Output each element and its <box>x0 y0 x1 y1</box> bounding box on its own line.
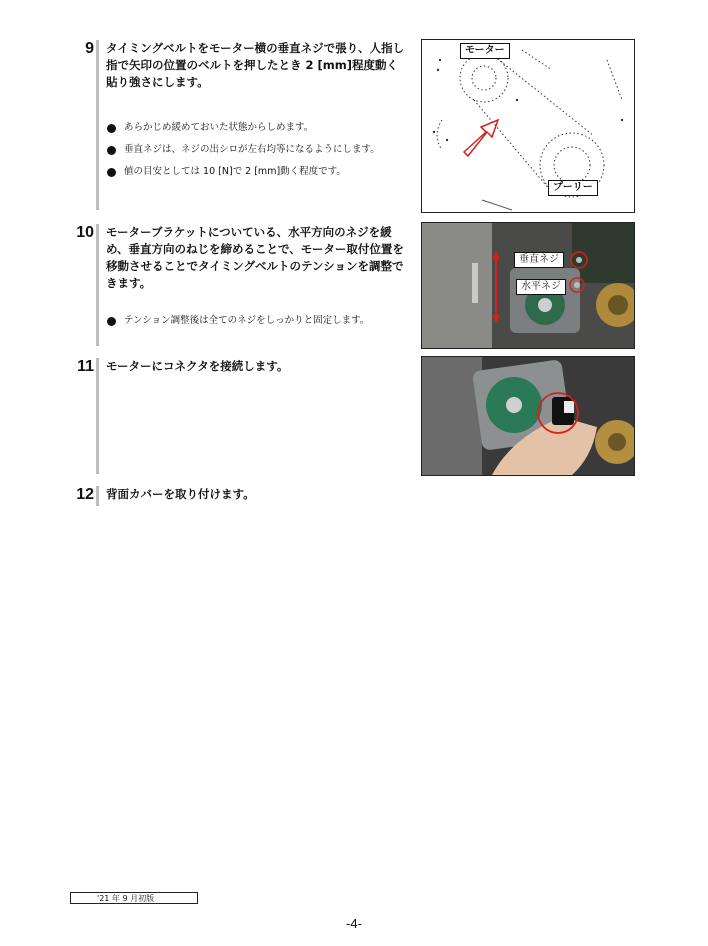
list-item <box>106 314 406 328</box>
step-12 <box>70 486 410 506</box>
bullet-icon <box>107 124 116 133</box>
connector-photo <box>421 356 635 476</box>
step-bar <box>96 224 99 346</box>
step-bar <box>96 486 99 506</box>
connector-illustration <box>422 357 634 475</box>
bullet-icon <box>107 146 116 155</box>
step-body <box>106 224 406 336</box>
step-10 <box>70 224 410 346</box>
step-title: モーターブラケットについている、水平方向のネジを緩め、垂直方向のねじを締めることで、モーター取付位置を移動させることでタイミングベルトのテンションを調整できます。 <box>106 225 404 290</box>
step-title: タイミングベルトをモーター横の垂直ネジで張り、人指し指で矢印の位置のベルトを押したとき 2 [mm]程度動く貼り強さにします。 <box>106 41 405 89</box>
step-number: 9 <box>85 40 94 57</box>
bullet-text: あらかじめ緩めておいた状態からしめます。 <box>124 122 314 133</box>
step-title: 背面カバーを取り付けます。 <box>106 487 255 501</box>
bullet-list <box>106 314 406 328</box>
step-number: 11 <box>77 358 94 375</box>
motor-bracket-photo <box>421 222 635 349</box>
list-item <box>106 143 406 157</box>
step-body <box>106 358 406 375</box>
step-number: 10 <box>76 224 94 241</box>
edition-box: '21 年 9 月初版 <box>70 892 198 904</box>
page-number: -4- <box>346 916 362 931</box>
vertical-screw-label: 垂直ネジ <box>514 252 564 268</box>
bullet-icon <box>107 168 116 177</box>
red-arrow-icon <box>464 120 498 156</box>
bullet-list <box>106 121 406 179</box>
horizontal-screw-label: 水平ネジ <box>516 279 566 295</box>
belt-diagram <box>422 40 634 212</box>
belt-diagram-figure <box>421 39 635 213</box>
bullet-icon <box>107 317 116 326</box>
step-11 <box>70 358 410 474</box>
step-number: 12 <box>76 486 94 503</box>
step-9 <box>70 40 410 210</box>
list-item <box>106 121 406 135</box>
step-body <box>106 486 406 503</box>
list-item <box>106 165 406 179</box>
step-title: モーターにコネクタを接続します。 <box>106 359 289 373</box>
step-bar <box>96 40 99 210</box>
bullet-text: 垂直ネジは、ネジの出シロが左右均等になるようにします。 <box>124 144 380 155</box>
step-bar <box>96 358 99 474</box>
pulley-label: プーリー <box>548 180 598 196</box>
motor-label: モーター <box>460 43 510 59</box>
step-body <box>106 40 406 187</box>
bullet-text: テンション調整後は全てのネジをしっかりと固定します。 <box>124 315 370 326</box>
bullet-text: 値の目安としては 10 [N]で 2 [mm]動く程度です。 <box>124 166 346 177</box>
